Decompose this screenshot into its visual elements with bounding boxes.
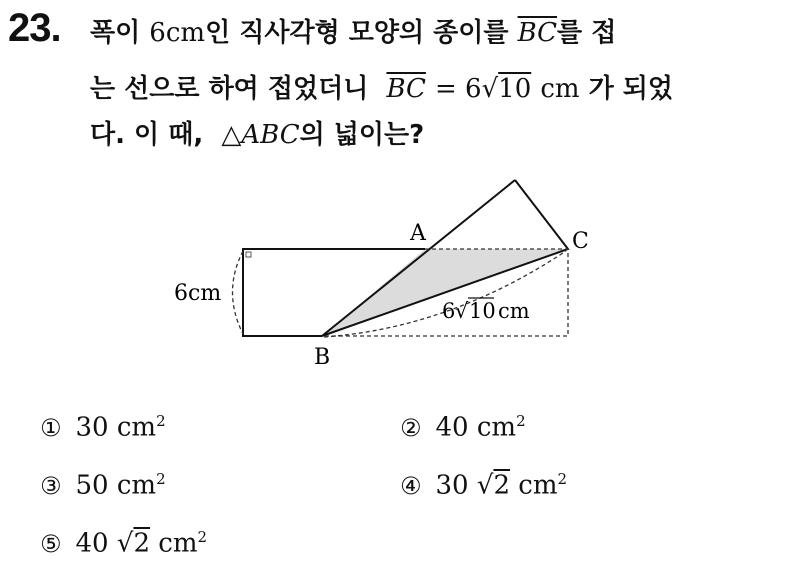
sqrt-sign: √ — [476, 470, 494, 501]
sqrt-sign: √ — [116, 528, 134, 559]
text: 의 넓이는? — [299, 120, 425, 150]
question-number: 23. — [8, 6, 61, 50]
choice-marker: ③ — [40, 471, 62, 500]
choice-coef: 40 — [75, 528, 109, 559]
radicand: 10 — [498, 74, 532, 104]
choice-coef: 30 — [435, 470, 469, 501]
choice-exp: 2 — [197, 528, 208, 546]
choice-exp: 2 — [557, 470, 568, 488]
choice-marker: ④ — [400, 471, 422, 500]
choice-radicand: 2 — [493, 470, 510, 501]
unit: cm — [540, 74, 580, 104]
text: 인 직사각형 모양의 종이를 — [205, 18, 509, 48]
choice-2[interactable] — [400, 412, 526, 443]
choice-marker: ⑤ — [40, 529, 62, 558]
triangle-name: ABC — [241, 120, 300, 150]
equals-value: = 6 — [434, 74, 482, 104]
right-angle-mark — [246, 252, 251, 257]
choice-3[interactable] — [40, 470, 166, 501]
sqrt-sign: √ — [481, 74, 499, 104]
width-value: 6cm — [149, 18, 206, 48]
choice-unit: cm — [116, 470, 157, 501]
choice-unit: cm — [518, 470, 558, 501]
label-a: A — [410, 221, 426, 246]
label-b: B — [314, 345, 331, 370]
choice-marker: ① — [40, 413, 62, 442]
choice-5[interactable] — [40, 528, 207, 559]
bc-label-unit: cm — [498, 299, 530, 323]
segment-bc: $\overline{BC}$ — [517, 18, 558, 48]
choice-marker: ② — [400, 413, 422, 442]
bc-label-sqrt: √ — [455, 299, 469, 323]
text: 가 되었 — [588, 74, 673, 104]
choice-4[interactable] — [400, 470, 567, 501]
text: 는 선으로 하여 접었더니 — [90, 74, 369, 104]
choice-unit: cm — [476, 412, 517, 443]
choice-coef: 40 — [435, 412, 469, 443]
bc-label-radicand: 10 — [469, 299, 496, 323]
choice-exp: 2 — [516, 412, 526, 430]
text: 폭이 — [90, 18, 141, 48]
text: 다. 이 때, — [90, 120, 204, 150]
segment-bc: $\overline{BC}$ — [386, 74, 426, 104]
choice-1[interactable] — [40, 412, 166, 443]
choice-coef: 30 — [75, 412, 109, 443]
choice-unit: cm — [158, 528, 198, 559]
choice-coef: 50 — [75, 470, 109, 501]
choice-radicand: 2 — [133, 528, 150, 559]
choice-unit: cm — [116, 412, 157, 443]
height-brace — [233, 251, 244, 334]
height-label: 6cm — [174, 281, 222, 306]
choice-exp: 2 — [156, 470, 166, 488]
choice-exp: 2 — [156, 412, 166, 430]
bc-label-coef: 6 — [442, 299, 456, 323]
text: 를 접 — [557, 18, 617, 48]
label-c: C — [572, 229, 589, 254]
triangle-symbol: △ — [221, 120, 242, 150]
